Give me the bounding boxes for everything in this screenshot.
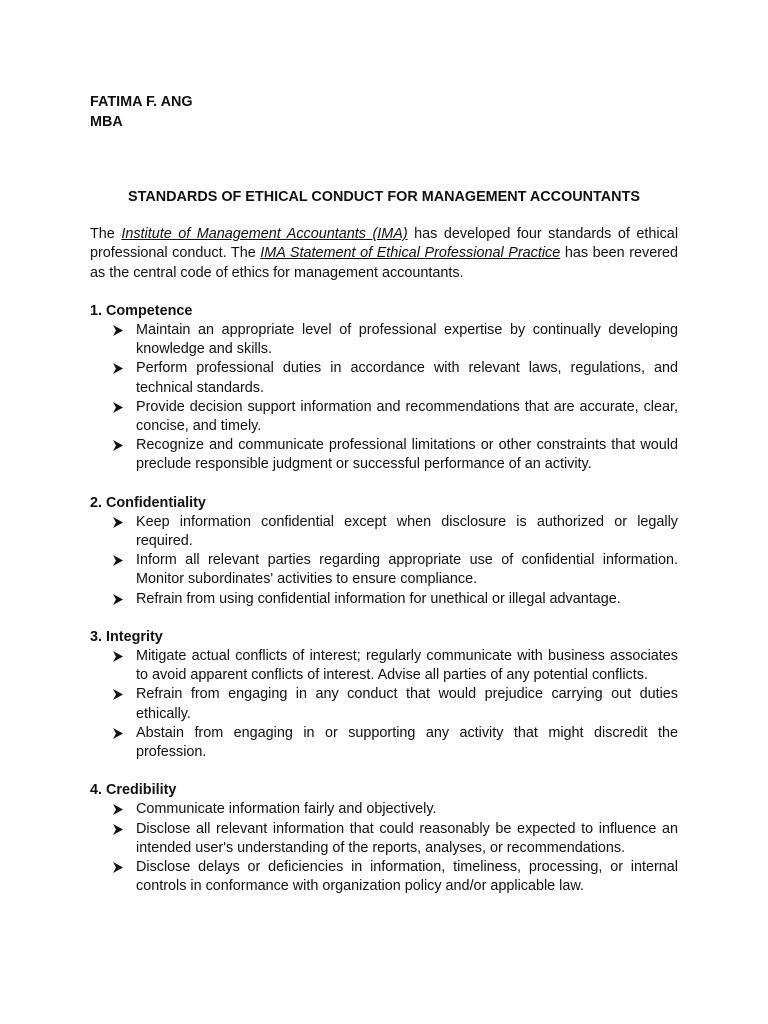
list-item: Disclose all relevant information that could reasonably be expected to influence an intended user's understanding of the reports, analyses, or recommendations.: [136, 820, 678, 858]
arrowhead-bullet-icon: [112, 858, 124, 877]
arrowhead-bullet-icon: [112, 551, 124, 570]
list-item: Disclose delays or deficiencies in information, timeliness, processing, or internal controls in conformance with organization policy and/or applicable law.: [136, 858, 678, 896]
arrowhead-bullet-icon: [112, 321, 124, 340]
arrowhead-bullet-icon: [112, 647, 124, 666]
list-item: Inform all relevant parties regarding appropriate use of confidential information. Monitor subordinates' activities to ensure compliance.: [136, 551, 678, 589]
ima-statement-reference: IMA Statement of Ethical Professional Practice: [260, 245, 561, 262]
section-heading: 3. Integrity: [90, 628, 163, 645]
bullet-list: [90, 647, 678, 762]
arrowhead-bullet-icon: [112, 398, 124, 417]
arrowhead-bullet-icon: [112, 800, 124, 819]
document-page: [90, 93, 678, 897]
list-item: Recognize and communicate professional limitations or other constraints that would preclude responsible judgment or successful performance of an activity.: [136, 436, 678, 474]
section-integrity: [90, 628, 678, 762]
arrowhead-bullet-icon: [112, 436, 124, 455]
list-item: Perform professional duties in accordance with relevant laws, regulations, and technical standards.: [136, 359, 678, 397]
author-name: FATIMA F. ANG: [90, 94, 193, 110]
arrowhead-bullet-icon: [112, 513, 124, 532]
list-item: Refrain from engaging in any conduct that would prejudice carrying out duties ethically.: [136, 685, 678, 723]
list-item: Refrain from using confidential information for unethical or illegal advantage.: [136, 590, 678, 609]
arrowhead-bullet-icon: [112, 820, 124, 839]
intro-paragraph: [90, 225, 678, 283]
arrowhead-bullet-icon: [112, 590, 124, 609]
list-item: Provide decision support information and recommendations that are accurate, clear, concise, and timely.: [136, 398, 678, 436]
intro-text-1: The: [90, 226, 122, 243]
section-heading: 4. Credibility: [90, 782, 177, 799]
section-heading: 1. Competence: [90, 302, 193, 319]
section-competence: [90, 302, 678, 475]
arrowhead-bullet-icon: [112, 685, 124, 704]
document-title: STANDARDS OF ETHICAL CONDUCT FOR MANAGEMENT ACCOUNTANTS: [128, 189, 640, 205]
section-heading: 2. Confidentiality: [90, 494, 206, 511]
ima-reference: Institute of Management Accountants (IMA): [121, 226, 408, 243]
sections-container: [90, 302, 678, 897]
intro-text-2: has developed four standards of ethical professional conduct. The: [90, 226, 679, 262]
author-block: [90, 93, 678, 132]
bullet-list: [90, 321, 678, 475]
list-item: Maintain an appropriate level of professional expertise by continually developing knowledge and skills.: [136, 321, 678, 359]
list-item: Communicate information fairly and objectively.: [136, 800, 678, 819]
list-item: Abstain from engaging in or supporting any activity that might discredit the profession.: [136, 724, 678, 762]
list-item: Keep information confidential except when disclosure is authorized or legally required.: [136, 513, 678, 551]
list-item: Mitigate actual conflicts of interest; regularly communicate with business associates to avoid apparent conflicts of interest. Advise all parties of any potential conflicts.: [136, 647, 678, 685]
section-confidentiality: [90, 494, 678, 609]
author-degree: MBA: [90, 113, 123, 130]
bullet-list: [90, 800, 678, 896]
intro-text-3: has been revered as the central code of ethics for management accountants.: [90, 245, 678, 281]
section-credibility: [90, 781, 678, 896]
bullet-list: [90, 513, 678, 609]
arrowhead-bullet-icon: [112, 724, 124, 743]
arrowhead-bullet-icon: [112, 359, 124, 378]
